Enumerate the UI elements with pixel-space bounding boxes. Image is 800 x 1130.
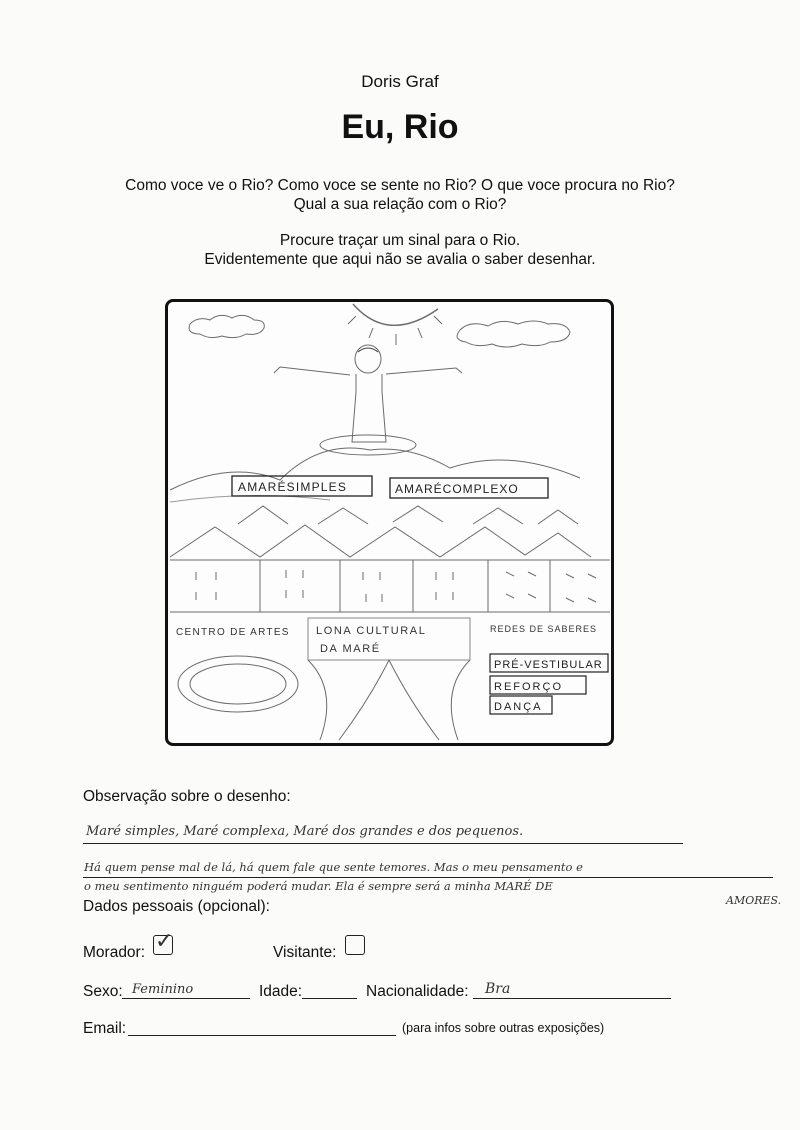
cloud-left [189,315,264,337]
observacao-underline-2 [83,877,773,878]
box-pre-vestibular-text: PRÉ-VESTIBULAR [494,659,603,671]
label-centro-de-artes: CENTRO DE ARTES [176,627,290,638]
person-head [355,345,381,373]
person-body [352,374,386,442]
sexo-field[interactable] [122,998,250,999]
idade-label: Idade: [259,983,303,1000]
sexo-label: Sexo: [83,983,123,1000]
pencil-drawing [168,302,611,743]
label-lona-line-1: LONA CULTURAL [316,625,427,637]
observacao-line-1[interactable]: Maré simples, Maré complexa, Maré dos grandes e dos pequenos. [86,824,524,839]
page-title: Eu, Rio [341,108,459,146]
morador-label: Morador: [83,944,146,961]
email-field[interactable] [128,1035,396,1036]
dados-pessoais-label: Dados pessoais (opcional): [83,898,270,915]
sign-right-text: AMARÉCOMPLEXO [395,482,519,496]
question-line-1: Como voce ve o Rio? Como voce se sente no Rio? O que voce procura no Rio? [125,177,675,194]
nacionalidade-value[interactable]: Bra [485,981,511,997]
observacao-underline-1 [83,843,683,844]
house-windows [196,570,596,602]
box-reforco-text: REFORÇO [494,681,563,693]
prompt-line-2: Evidentemente que aqui não se avalia o saber desenhar. [204,251,596,268]
nacionalidade-field[interactable] [473,998,671,999]
houses [170,560,610,612]
visitante-label: Visitante: [273,944,337,961]
nacionalidade-label: Nacionalidade: [366,983,469,1000]
sexo-value[interactable]: Feminino [132,982,194,997]
observacao-label: Observação sobre o desenho: [83,788,291,805]
prompt-line-1: Procure traçar um sinal para o Rio. [279,232,521,249]
question-line-2: Qual a sua relação com o Rio? [293,196,507,213]
tent-curtains [308,660,470,740]
label-redes: REDES DE SABERES [490,624,598,634]
checkmark-icon: ✓ [155,928,174,953]
sign-left-text: AMARÉSIMPLES [238,480,348,494]
morador-checkbox[interactable] [153,928,174,955]
drawing-frame [165,299,614,746]
visitante-checkbox[interactable] [345,935,365,955]
email-label: Email: [83,1020,127,1037]
observacao-line-2[interactable]: Há quem pense mal de lá, há quem fale que sente temores. Mas o meu pensamento e [84,860,583,874]
observacao-line-3[interactable]: o meu sentimento ninguém poderá mudar. Ela é sempre será a minha MARÉ DE [84,879,553,893]
rooftops [170,525,591,557]
sun [353,304,438,325]
label-lona-line-2: DA MARÉ [320,643,381,655]
idade-field[interactable] [302,998,357,999]
observacao-line-4[interactable]: AMORES. [726,894,782,907]
cloud-base [320,435,416,455]
round-structure-inner [190,664,286,704]
email-note: (para infos sobre outras exposições) [402,1021,605,1035]
author-name: Doris Graf [361,72,439,91]
person-arms [274,367,462,375]
box-danca-text: DANÇA [494,701,543,713]
cloud-right [457,321,570,347]
